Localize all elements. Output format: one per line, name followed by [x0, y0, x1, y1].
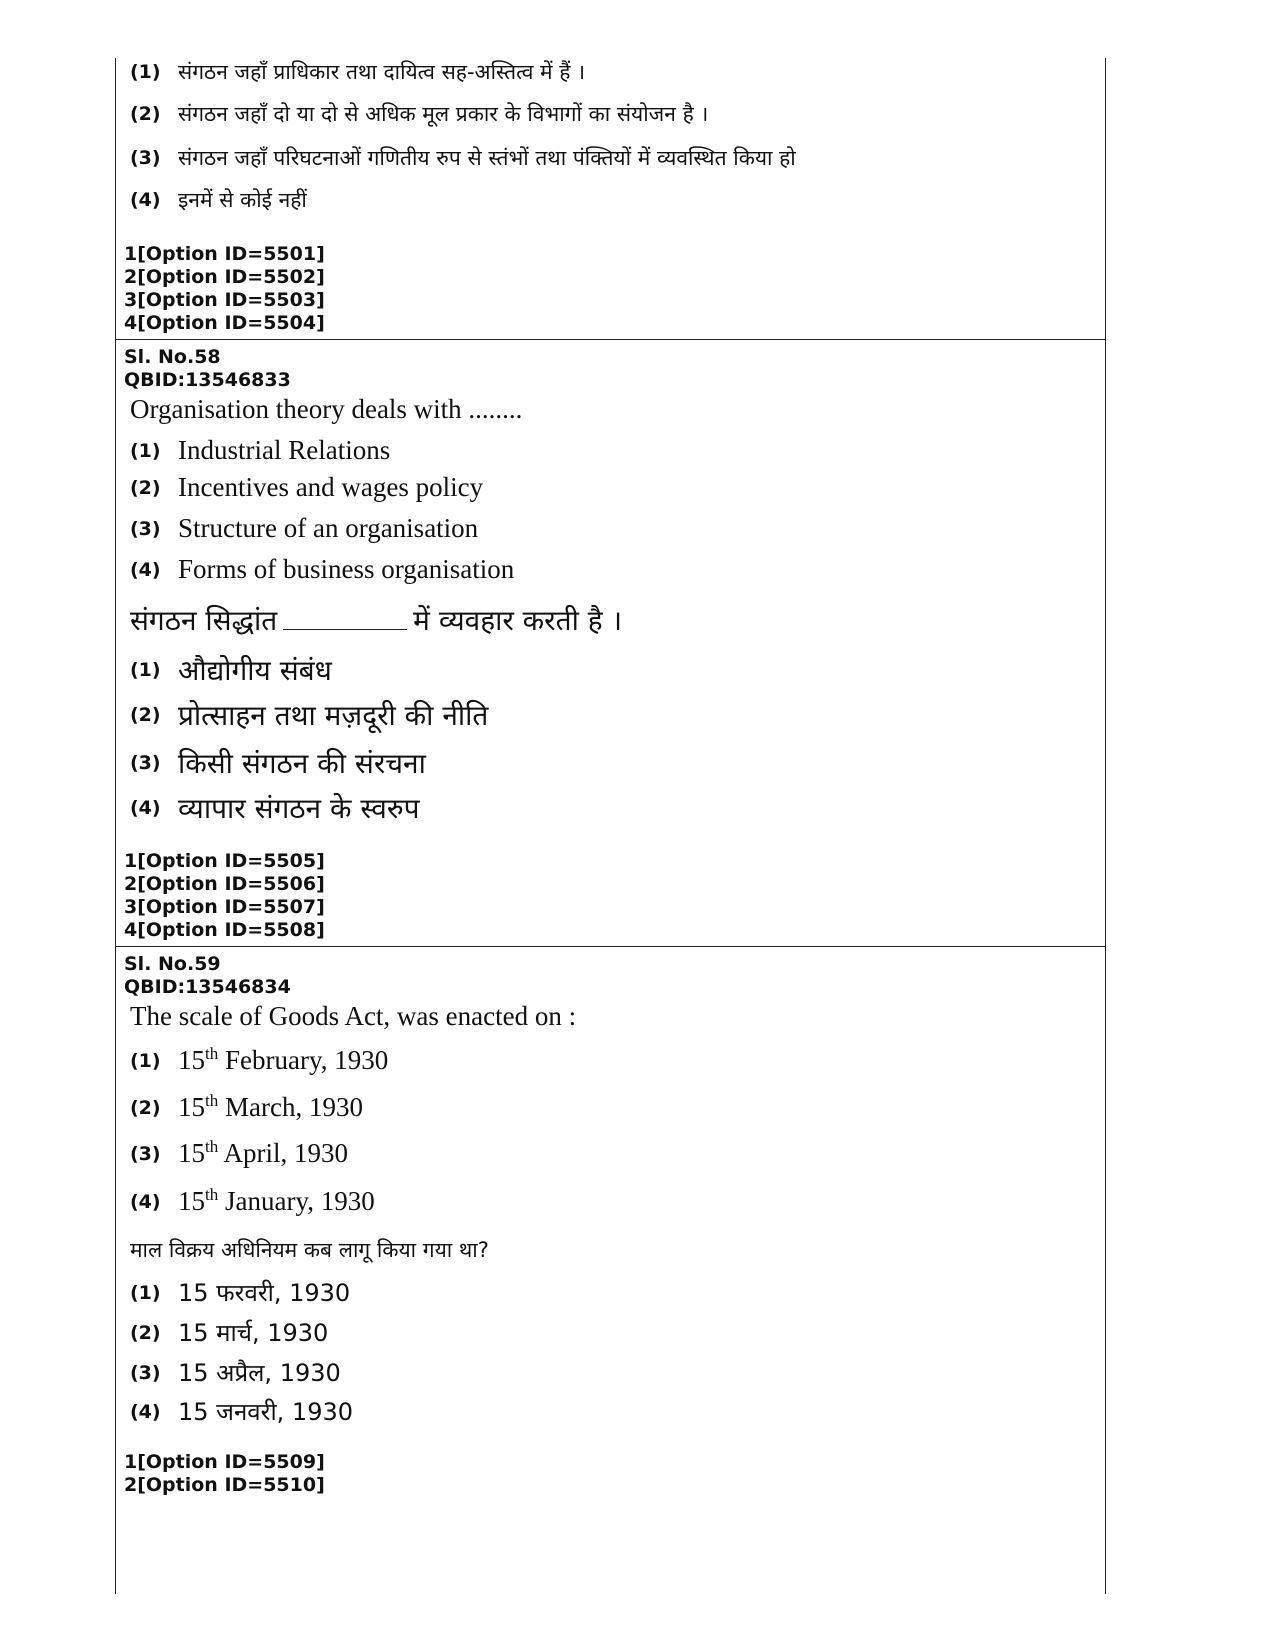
option-number: (4)	[130, 797, 161, 819]
option-text: 15 अप्रैल, 1930	[178, 1359, 341, 1387]
question-hi-part2: में व्यवहार करती है ।	[413, 604, 623, 637]
date-suffix: th	[205, 1185, 219, 1204]
option-text: संगठन जहाँ प्राधिकार तथा दायित्व सह-अस्तित्व में हैं ।	[178, 60, 586, 84]
option-number: (3)	[130, 752, 161, 774]
option-text: 15 मार्च, 1930	[178, 1319, 329, 1347]
date-suffix: th	[205, 1137, 219, 1156]
option-number: (2)	[130, 704, 161, 726]
option-text: 15 जनवरी, 1930	[178, 1398, 354, 1426]
date-day: 15	[178, 1045, 205, 1075]
option-number: (3)	[130, 1361, 161, 1384]
option-id: 2[Option ID=5510]	[124, 1474, 325, 1496]
option-text: Industrial Relations	[178, 435, 391, 465]
q58-option-en-2	[130, 472, 483, 503]
q59-option-hi-4	[130, 1395, 353, 1428]
option-text	[178, 1045, 388, 1076]
option-number: (1)	[130, 659, 161, 681]
q58-option-ids	[124, 850, 325, 942]
divider	[116, 946, 1105, 947]
q58-question-en: Organisation theory deals with ........	[130, 394, 523, 424]
date-day: 15	[178, 1138, 205, 1168]
qbid: QBID:13546833	[124, 369, 291, 391]
q59-option-hi-3	[130, 1356, 341, 1389]
option-number: (1)	[130, 439, 161, 462]
q59-option-en-2	[130, 1092, 363, 1123]
q59-option-hi-1	[130, 1276, 350, 1309]
date-rest: March, 1930	[218, 1092, 363, 1122]
option-id: 2[Option ID=5506]	[124, 873, 325, 895]
option-number: (1)	[130, 61, 161, 83]
q57-option-3	[130, 144, 796, 172]
option-text: Incentives and wages policy	[178, 472, 484, 502]
divider	[116, 339, 1105, 340]
serial-number: Sl. No.59	[124, 953, 221, 975]
q58-option-en-4	[130, 554, 514, 585]
q59-option-en-4	[130, 1186, 375, 1217]
option-number: (4)	[130, 1400, 161, 1423]
option-number: (4)	[130, 1190, 161, 1213]
option-id: 3[Option ID=5503]	[124, 289, 325, 311]
option-id: 4[Option ID=5508]	[124, 919, 325, 941]
q57-option-4	[130, 186, 307, 214]
q58-option-hi-2	[130, 696, 488, 734]
q58-meta	[124, 346, 291, 392]
option-number: (2)	[130, 103, 161, 125]
q59-question-en: The scale of Goods Act, was enacted on :	[130, 1001, 577, 1031]
option-text	[178, 1186, 375, 1217]
option-text: औद्योगीय संबंध	[178, 654, 332, 687]
date-day: 15	[178, 1186, 205, 1216]
option-text: संगठन जहाँ परिघटनाओं गणितीय रुप से स्तंभों तथा पंक्तियों में व्यवस्थित किया हो	[178, 146, 796, 170]
option-id: 4[Option ID=5504]	[124, 312, 325, 334]
q59-option-en-1	[130, 1045, 388, 1076]
date-rest: February, 1930	[218, 1045, 389, 1075]
option-number: (1)	[130, 1281, 161, 1304]
option-text: Structure of an organisation	[178, 513, 479, 543]
option-id: 1[Option ID=5505]	[124, 850, 325, 872]
date-day: 15	[178, 1092, 205, 1122]
option-text	[178, 1092, 363, 1123]
option-id: 2[Option ID=5502]	[124, 266, 325, 288]
q59-option-ids	[124, 1451, 325, 1497]
option-id: 3[Option ID=5507]	[124, 896, 325, 918]
q58-option-hi-1	[130, 651, 332, 689]
option-text: इनमें से कोई नहीं	[178, 188, 307, 212]
option-number: (3)	[130, 147, 161, 169]
q58-option-hi-3	[130, 744, 426, 782]
q59-question-hi: माल विक्रय अधिनियम कब लागू किया गया था?	[130, 1238, 489, 1262]
q59-option-en-3	[130, 1138, 348, 1169]
option-number: (2)	[130, 476, 161, 499]
option-number: (1)	[130, 1049, 161, 1072]
q59-option-hi-2	[130, 1316, 328, 1349]
option-text: संगठन जहाँ दो या दो से अधिक मूल प्रकार के विभागों का संयोजन है ।	[178, 102, 709, 126]
option-text: 15 फरवरी, 1930	[178, 1279, 351, 1307]
option-text	[178, 1138, 348, 1169]
date-rest: April, 1930	[218, 1138, 348, 1168]
q58-option-en-1	[130, 435, 390, 466]
option-number: (4)	[130, 189, 161, 211]
question-hi-part1: संगठन सिद्धांत	[130, 604, 278, 637]
q57-option-ids	[124, 243, 325, 335]
option-number: (2)	[130, 1321, 161, 1344]
option-text: प्रोत्साहन तथा मज़दूरी की नीति	[178, 699, 489, 732]
option-text: किसी संगठन की संरचना	[178, 747, 426, 780]
date-suffix: th	[205, 1091, 219, 1110]
option-text: Forms of business organisation	[178, 554, 515, 584]
option-id: 1[Option ID=5501]	[124, 243, 325, 265]
option-text: व्यापार संगठन के स्वरुप	[178, 792, 420, 825]
option-id: 1[Option ID=5509]	[124, 1451, 325, 1473]
option-number: (4)	[130, 558, 161, 581]
question-paper-frame	[115, 58, 1106, 1594]
fill-blank-line	[283, 605, 407, 630]
qbid: QBID:13546834	[124, 976, 291, 998]
date-suffix: th	[205, 1044, 219, 1063]
option-number: (3)	[130, 517, 161, 540]
q58-option-hi-4	[130, 789, 420, 827]
date-rest: January, 1930	[218, 1186, 375, 1216]
q58-question-hi	[130, 601, 622, 639]
q59-meta	[124, 953, 291, 999]
q57-option-1	[130, 58, 585, 86]
q58-option-en-3	[130, 513, 478, 544]
option-number: (2)	[130, 1096, 161, 1119]
q57-option-2	[130, 100, 708, 128]
option-number: (3)	[130, 1142, 161, 1165]
serial-number: Sl. No.58	[124, 346, 221, 368]
